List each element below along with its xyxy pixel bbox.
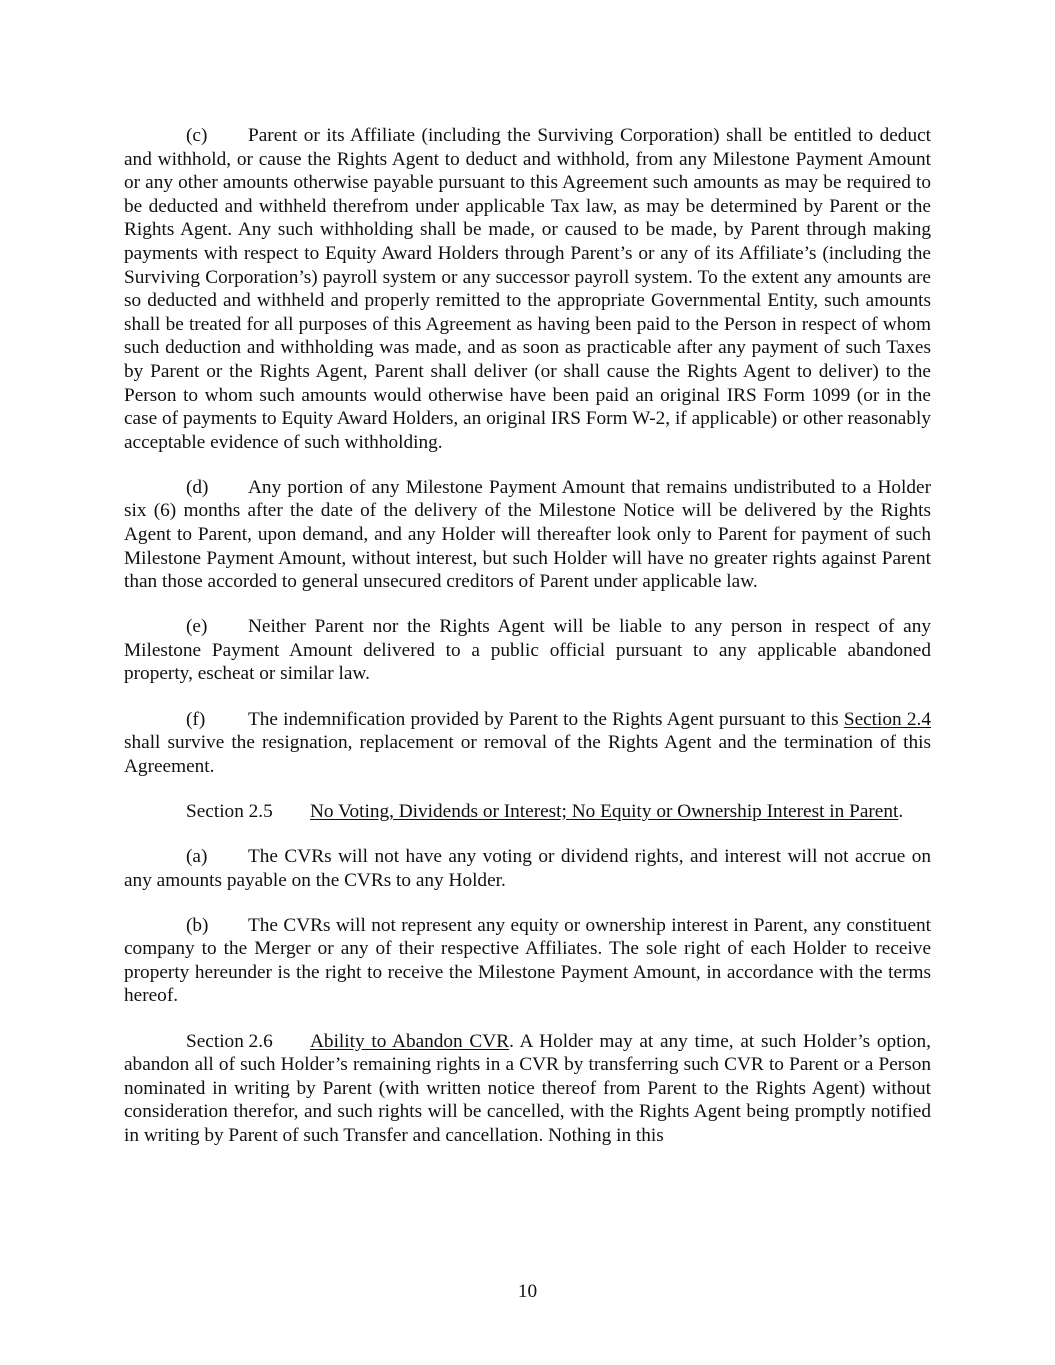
paragraph-f (124, 708, 931, 779)
section-label: Section 2.6 (186, 1030, 273, 1052)
paragraph-text: Parent or its Affiliate (including the Surviving Corporation) shall be entitled to deduct and withhold, or cause the Rights Agent to deduct and withhold, from any Milestone Payment Amount or any other amounts otherwise payable pursuant to this Agreement such amounts as may be required to be deducted and withheld therefrom under applicable Tax law, as may be determined by Parent or the Rights Agent. Any such withholding shall be made, or caused to be made, by Parent through making payments with respect to Equity Award Holders through Parent’s or any of its Affiliate’s (including the Surviving Corporation’s) payroll system or any successor payroll system. To the extent any amounts are so deducted and withheld and properly remitted to the appropriate Governmental Entity, such amounts shall be treated for all purposes of this Agreement as having been paid to the Person in respect of whom such deduction and withholding was made, and as soon as practicable after any payment of such Taxes by Parent or the Rights Agent, Parent shall deliver (or shall cause the Rights Agent to deliver) to the Person to whom such amounts would otherwise have been paid an original IRS Form 1099 (or in the case of payments to Equity Award Holders, an original IRS Form W-2, if applicable) or other reasonably acceptable evidence of such withholding. (124, 125, 931, 453)
section-title: No Voting, Dividends or Interest; No Equity or Ownership Interest in Parent (310, 800, 899, 822)
document-page (124, 124, 931, 1169)
paragraph-text: Neither Parent nor the Rights Agent will be liable to any person in respect of any Milestone Payment Amount delivered to a public official pursuant to any applicable abandoned property, escheat or similar law. (124, 616, 931, 685)
paragraph-a (124, 845, 931, 892)
paragraph-label: (a) (186, 845, 208, 867)
paragraph-text: The indemnification provided by Parent to the Rights Agent pursuant to this (248, 708, 844, 730)
paragraph-text: The CVRs will not have any voting or dividend rights, and interest will not accrue on any amounts payable on the CVRs to any Holder. (124, 845, 931, 891)
paragraph-text: . (898, 800, 904, 822)
paragraph-text: Any portion of any Milestone Payment Amount that remains undistributed to a Holder six (6) months after the date of the delivery of the Milestone Notice will be delivered by the Rights Agent to Parent, upon demand, and any Holder will thereafter look only to Parent for payment of such Milestone Payment Amount, without interest, but such Holder will have no greater rights against Parent than those accorded to general unsecured creditors of Parent under applicable law. (124, 476, 931, 593)
section-reference: Section 2.4 (843, 708, 931, 730)
paragraph-text: . A Holder may at any time, at such Holder’s option, abandon all of such Holder’s remaining rights in a CVR by transferring such CVR to Parent or a Person nominated in writing by Parent (with written notice thereof from Parent to the Rights Agent) without consideration therefor, and such rights will be cancelled, with the Rights Agent being promptly notified in writing by Parent of such Transfer and cancellation. Nothing in this (124, 1030, 932, 1146)
section-label: Section 2.5 (186, 800, 273, 822)
paragraph-text: The CVRs will not represent any equity or ownership interest in Parent, any constituent company to the Merger or any of their respective Affiliates. The sole right of each Holder to receive property hereunder is the right to receive the Milestone Payment Amount, in accordance with the terms hereof. (124, 914, 931, 1007)
paragraph-label: (d) (186, 476, 209, 498)
paragraph-label: (e) (186, 616, 208, 638)
section-title: Ability to Abandon CVR (310, 1030, 510, 1052)
paragraph-label: (c) (186, 125, 208, 146)
paragraph-label: (f) (186, 708, 206, 730)
section-2-6-paragraph (124, 1030, 931, 1148)
page-number: 10 (517, 1281, 538, 1302)
paragraph-c (124, 124, 931, 454)
paragraph-d (124, 476, 931, 594)
paragraph-label: (b) (186, 914, 209, 936)
paragraph-text: shall survive the resignation, replacement or removal of the Rights Agent and the termination of this Agreement. (124, 732, 931, 777)
section-2-5-heading (124, 800, 931, 824)
paragraph-e (124, 615, 931, 686)
paragraph-b (124, 914, 931, 1008)
